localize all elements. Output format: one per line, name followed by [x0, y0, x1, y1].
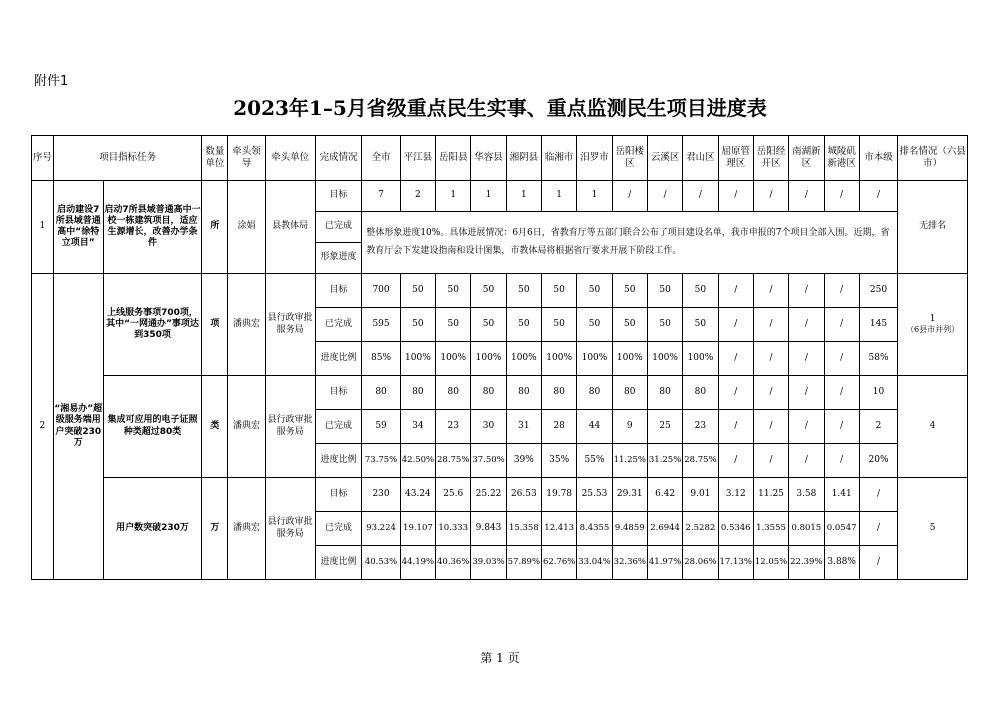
page-title: 2023年1–5月省级重点民生实事、重点监测民生项目进度表 — [233, 96, 767, 120]
value-cell: 73.75% — [362, 444, 400, 478]
value-cell: 10 — [859, 376, 897, 410]
value-cell: 1 — [577, 181, 612, 212]
value-cell: / — [683, 181, 718, 212]
value-cell: 2 — [400, 181, 435, 212]
rank-cell: 无排名 — [898, 181, 968, 274]
value-cell: 50 — [683, 308, 718, 342]
leader-cell: 潘典宏 — [228, 376, 265, 478]
value-cell: 3.88% — [824, 546, 859, 580]
value-cell: 80 — [471, 376, 506, 410]
header-region: 临湘市 — [542, 136, 577, 181]
value-cell: / — [718, 342, 753, 376]
value-cell: / — [789, 410, 824, 444]
value-cell: / — [647, 181, 682, 212]
value-cell: 41.97% — [647, 546, 682, 580]
value-cell: 50 — [400, 274, 435, 308]
header-rank: 排名情况（六县市） — [898, 136, 968, 181]
task-cell: 启动7所县域普通高中一校一栋建筑项目，适应生源增长，改善办学条件 — [103, 181, 202, 274]
value-cell: 1.41 — [824, 478, 859, 512]
value-cell: 40.36% — [436, 546, 471, 580]
header-region: 君山区 — [683, 136, 718, 181]
value-cell: / — [718, 274, 753, 308]
value-cell: / — [824, 274, 859, 308]
value-cell: / — [753, 444, 788, 478]
header-region: 全市 — [362, 136, 400, 181]
value-cell: 19.78 — [542, 478, 577, 512]
value-cell: 1.3555 — [753, 512, 788, 546]
rank-cell — [898, 274, 968, 376]
value-cell: / — [718, 444, 753, 478]
value-cell: 50 — [577, 274, 612, 308]
rank-cell — [898, 478, 968, 580]
header-region: 岳阳经开区 — [753, 136, 788, 181]
value-cell: 50 — [647, 308, 682, 342]
value-cell: 11.25% — [612, 444, 647, 478]
value-cell: / — [753, 181, 788, 212]
value-cell: 80 — [683, 376, 718, 410]
value-cell: 25.6 — [436, 478, 471, 512]
value-cell: / — [824, 444, 859, 478]
value-cell: / — [824, 342, 859, 376]
value-cell: 25.22 — [471, 478, 506, 512]
value-cell: 100% — [612, 342, 647, 376]
row-label-ratio: 进度比例 — [315, 342, 362, 376]
value-cell: 230 — [362, 478, 400, 512]
header-leader: 牵头领导 — [228, 136, 265, 181]
value-cell: / — [789, 274, 824, 308]
value-cell: 12.05% — [753, 546, 788, 580]
header-row — [32, 136, 968, 181]
value-cell: 0.0547 — [824, 512, 859, 546]
leader-cell: 潘典宏 — [228, 274, 265, 376]
header-region: 云溪区 — [647, 136, 682, 181]
header-region: 屈原管理区 — [718, 136, 753, 181]
value-cell: / — [789, 376, 824, 410]
value-cell: / — [753, 376, 788, 410]
header-status: 完成情况 — [315, 136, 362, 181]
value-cell: 30 — [471, 410, 506, 444]
header-region: 岳阳楼区 — [612, 136, 647, 181]
value-cell: 50 — [542, 308, 577, 342]
value-cell: 50 — [471, 308, 506, 342]
seq-cell: 2 — [32, 274, 54, 580]
value-cell: 50 — [506, 308, 541, 342]
table-row — [32, 376, 968, 410]
task-cell: 用户数突破230万 — [103, 478, 202, 580]
value-cell: 15.358 — [506, 512, 541, 546]
value-cell: 100% — [436, 342, 471, 376]
value-cell: / — [824, 308, 859, 342]
rank-value: 4 — [929, 420, 936, 431]
value-cell: 700 — [362, 274, 400, 308]
value-cell: 55% — [577, 444, 612, 478]
value-cell: 44.19% — [400, 546, 435, 580]
value-cell: 2.5282 — [683, 512, 718, 546]
value-cell: 50 — [577, 308, 612, 342]
value-cell: 9.01 — [683, 478, 718, 512]
value-cell: 9 — [612, 410, 647, 444]
row-label-ratio: 进度比例 — [315, 444, 362, 478]
value-cell: 3.58 — [789, 478, 824, 512]
header-region: 城陵矶新港区 — [824, 136, 859, 181]
header-region: 南湖新区 — [789, 136, 824, 181]
value-cell: 1 — [506, 181, 541, 212]
seq-cell: 1 — [32, 181, 54, 274]
value-cell: 33.04% — [577, 546, 612, 580]
rank-note: （6县市并列） — [906, 325, 960, 335]
value-cell: 85% — [362, 342, 400, 376]
value-cell: 39% — [506, 444, 541, 478]
value-cell: / — [718, 376, 753, 410]
dept-cell: 县行政审批服务局 — [265, 478, 315, 580]
header-region: 市本级 — [859, 136, 897, 181]
value-cell: 100% — [506, 342, 541, 376]
value-cell: / — [824, 376, 859, 410]
value-cell: 43.24 — [400, 478, 435, 512]
progress-table — [31, 135, 968, 580]
value-cell: 37.50% — [471, 444, 506, 478]
unit-cell: 项 — [202, 274, 228, 376]
value-cell: 250 — [859, 274, 897, 308]
value-cell: 80 — [542, 376, 577, 410]
row-label-target: 目标 — [315, 376, 362, 410]
header-region: 平江县 — [400, 136, 435, 181]
row-label-completed: 已完成 — [315, 212, 362, 243]
value-cell: 50 — [506, 274, 541, 308]
value-cell: 2.6944 — [647, 512, 682, 546]
value-cell: 19.107 — [400, 512, 435, 546]
dept-cell: 县行政审批服务局 — [265, 376, 315, 478]
value-cell: 100% — [683, 342, 718, 376]
value-cell: 100% — [542, 342, 577, 376]
row-label-progress-desc: 形象进度 — [315, 243, 362, 274]
value-cell: 11.25 — [753, 478, 788, 512]
value-cell: 23 — [436, 410, 471, 444]
attachment-label: 附件1 — [34, 74, 69, 89]
value-cell: 9.4859 — [612, 512, 647, 546]
value-cell: 1 — [471, 181, 506, 212]
unit-cell: 类 — [202, 376, 228, 478]
value-cell: 1 — [436, 181, 471, 212]
value-cell: 2 — [859, 410, 897, 444]
value-cell: 3.12 — [718, 478, 753, 512]
header-region: 岳阳县 — [436, 136, 471, 181]
value-cell: 28.75% — [683, 444, 718, 478]
value-cell: / — [789, 308, 824, 342]
row-label-target: 目标 — [315, 478, 362, 512]
value-cell: / — [859, 512, 897, 546]
value-cell: 28.75% — [436, 444, 471, 478]
value-cell: / — [789, 342, 824, 376]
value-cell: / — [859, 546, 897, 580]
header-task: 项目指标任务 — [53, 136, 202, 181]
value-cell: 80 — [577, 376, 612, 410]
value-cell: 10.333 — [436, 512, 471, 546]
value-cell: 0.8015 — [789, 512, 824, 546]
value-cell: 80 — [612, 376, 647, 410]
value-cell: 59 — [362, 410, 400, 444]
header-region: 华容县 — [471, 136, 506, 181]
row-label-ratio: 进度比例 — [315, 546, 362, 580]
value-cell: 40.53% — [362, 546, 400, 580]
value-cell: 100% — [577, 342, 612, 376]
value-cell: 100% — [471, 342, 506, 376]
value-cell: 50 — [612, 274, 647, 308]
rank-value: 1 — [929, 313, 936, 324]
value-cell: 28 — [542, 410, 577, 444]
value-cell: 80 — [647, 376, 682, 410]
value-cell: 80 — [400, 376, 435, 410]
value-cell: 23 — [683, 410, 718, 444]
table-row — [32, 478, 968, 512]
value-cell: 31 — [506, 410, 541, 444]
dept-cell: 县行政审批服务局 — [265, 274, 315, 376]
value-cell: / — [824, 410, 859, 444]
header-dept: 牵头单位 — [265, 136, 315, 181]
value-cell: 145 — [859, 308, 897, 342]
value-cell: 50 — [612, 308, 647, 342]
value-cell: 28.06% — [683, 546, 718, 580]
value-cell: 80 — [436, 376, 471, 410]
value-cell: 20% — [859, 444, 897, 478]
header-seq: 序号 — [32, 136, 54, 181]
category-cell: 启动建设7所县域普通高中“徐特立项目” — [53, 181, 103, 274]
value-cell: / — [789, 181, 824, 212]
row-label-completed: 已完成 — [315, 512, 362, 546]
row-label-target: 目标 — [315, 181, 362, 212]
value-cell: / — [859, 478, 897, 512]
value-cell: 9.843 — [471, 512, 506, 546]
value-cell: 42.50% — [400, 444, 435, 478]
task-cell: 集成可应用的电子证照种类超过80类 — [103, 376, 202, 478]
value-cell: 50 — [647, 274, 682, 308]
value-cell: / — [753, 274, 788, 308]
value-cell: 62.76% — [542, 546, 577, 580]
value-cell: 58% — [859, 342, 897, 376]
category-cell: “湘易办”超级服务端用户突破230万 — [53, 274, 103, 580]
value-cell: 0.5346 — [718, 512, 753, 546]
page-footer: 第 1 页 — [480, 651, 520, 665]
value-cell: / — [789, 444, 824, 478]
value-cell: 39.03% — [471, 546, 506, 580]
table-row — [32, 181, 968, 212]
leader-cell: 涂娟 — [228, 181, 265, 274]
value-cell: 595 — [362, 308, 400, 342]
row-label-completed: 已完成 — [315, 308, 362, 342]
dept-cell: 县教体局 — [265, 181, 315, 274]
task-cell: 上线服务事项700项，其中“一网通办”事项达到350项 — [103, 274, 202, 376]
header-region: 汨罗市 — [577, 136, 612, 181]
progress-note: 整体形象进度10%。具体进展情况：6月6日，省教育厅等五部门联合公布了项目建设名单，我市申报的7个项目全部入围。近期，省教育厅会下发建设指南和设计图集，市教体局将根据省厅要求开展下阶段工作。 — [362, 212, 898, 274]
value-cell: 7 — [362, 181, 400, 212]
unit-cell: 万 — [202, 478, 228, 580]
value-cell: 50 — [683, 274, 718, 308]
value-cell: / — [859, 181, 897, 212]
value-cell: 50 — [436, 274, 471, 308]
value-cell: 50 — [471, 274, 506, 308]
value-cell: 32.36% — [612, 546, 647, 580]
value-cell: / — [753, 342, 788, 376]
value-cell: 29.31 — [612, 478, 647, 512]
value-cell: 34 — [400, 410, 435, 444]
value-cell: 57.89% — [506, 546, 541, 580]
value-cell: / — [753, 410, 788, 444]
value-cell: 35% — [542, 444, 577, 478]
value-cell: 100% — [647, 342, 682, 376]
value-cell: 6.42 — [647, 478, 682, 512]
value-cell: 93.224 — [362, 512, 400, 546]
value-cell: / — [718, 410, 753, 444]
row-label-completed: 已完成 — [315, 410, 362, 444]
value-cell: 100% — [400, 342, 435, 376]
value-cell: 26.53 — [506, 478, 541, 512]
value-cell: 50 — [542, 274, 577, 308]
value-cell: 17.13% — [718, 546, 753, 580]
rank-value: 5 — [929, 522, 936, 533]
value-cell: / — [753, 308, 788, 342]
value-cell: 1 — [542, 181, 577, 212]
value-cell: / — [612, 181, 647, 212]
value-cell: 25 — [647, 410, 682, 444]
header-unit: 数量单位 — [202, 136, 228, 181]
value-cell: / — [824, 181, 859, 212]
value-cell: 80 — [506, 376, 541, 410]
value-cell: 50 — [436, 308, 471, 342]
rank-cell — [898, 376, 968, 478]
value-cell: 50 — [400, 308, 435, 342]
value-cell: 31.25% — [647, 444, 682, 478]
value-cell: 44 — [577, 410, 612, 444]
value-cell: / — [718, 181, 753, 212]
table-row — [32, 274, 968, 308]
value-cell: / — [718, 308, 753, 342]
value-cell: 22.39% — [789, 546, 824, 580]
value-cell: 25.53 — [577, 478, 612, 512]
unit-cell: 所 — [202, 181, 228, 274]
header-region: 湘阴县 — [506, 136, 541, 181]
row-label-target: 目标 — [315, 274, 362, 308]
value-cell: 80 — [362, 376, 400, 410]
value-cell: 8.4355 — [577, 512, 612, 546]
value-cell: 12.413 — [542, 512, 577, 546]
leader-cell: 潘典宏 — [228, 478, 265, 580]
